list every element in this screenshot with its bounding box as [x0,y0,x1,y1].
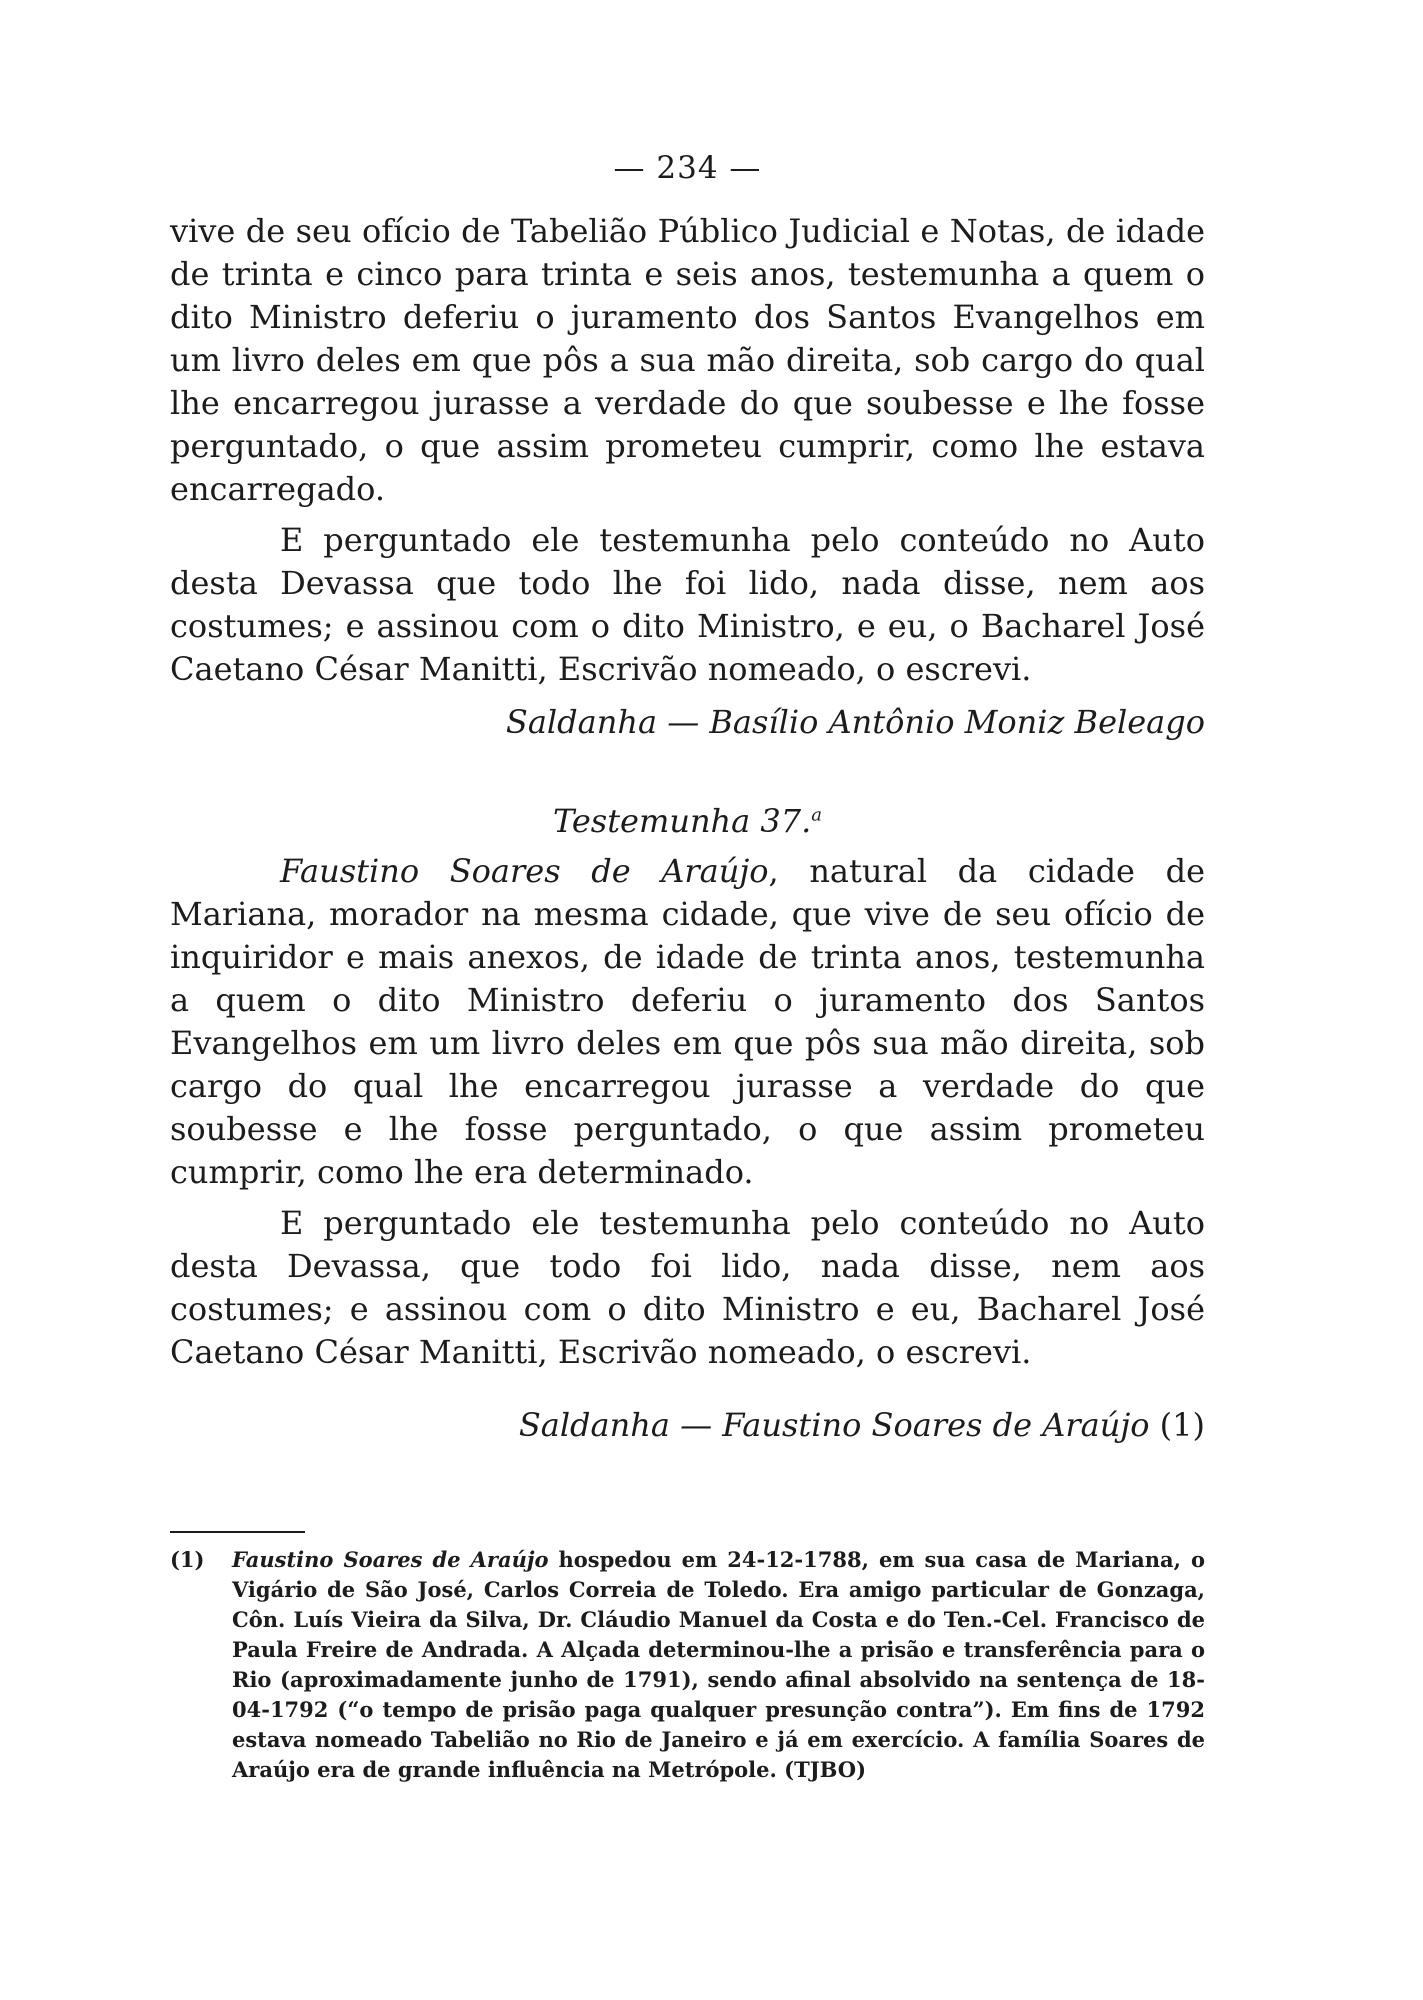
footnote [170,1545,1205,1785]
witness-heading-text: Testemunha 37. [552,802,812,840]
witness-name: Faustino Soares de Araújo [280,852,769,890]
footnote-name: Faustino Soares de Araújo [232,1547,549,1572]
footnote-divider [170,1531,305,1533]
signature-1: Saldanha — Basílio Antônio Moniz Beleago [505,703,1205,741]
paragraph-3-text: , natural da cidade de Mariana, morador na mesma cidade, que vive de seu ofício de inquiridor e mais anexos, de idade de trinta anos, testemunha a quem o dito Ministro deferiu o juramento dos Santos Evangelhos em um livro deles em que pôs sua mão direita, sob cargo do qual lhe encarregou jurasse a verdade do que soubesse e lhe fosse perguntado, o que assim prometeu cumprir, como lhe era determinado. [170,852,1206,1191]
document-page [170,150,1205,1785]
witness-heading-ordinal: a [811,804,823,826]
signature-2-text: Saldanha — Faustino Soares de Araújo [518,1406,1150,1444]
paragraph-1: vive de seu ofício de Tabelião Público Judicial e Notas, de idade de trinta e cinco para trinta e seis anos, testemunha a quem o dito Ministro deferiu o juramento dos Santos Evangelhos em um livro deles em que pôs a sua mão direita, sob cargo do qual lhe encarregou jurasse a verdade do que soubesse e lhe fosse perguntado, o que assim prometeu cumprir, como lhe estava encarregado. [170,212,1205,508]
paragraph-4: E perguntado ele testemunha pelo conteúdo no Auto desta Devassa, que todo foi lido, nada disse, nem aos costumes; e assinou com o dito Ministro e eu, Bacharel José Caetano César Manitti, Escrivão nomeado, o escrevi. [170,1204,1205,1371]
paragraph-2: E perguntado ele testemunha pelo conteúdo no Auto desta Devassa que todo lhe foi lido, nada disse, nem aos costumes; e assinou com o dito Ministro, e eu, o Bacharel José Caetano César Manitti, Escrivão nomeado, o escrevi. [170,521,1205,688]
witness-heading [170,802,1205,840]
page-number: — 234 — [613,150,762,186]
footnote-reference: (1) [1159,1406,1205,1444]
signature-2 [170,1404,1205,1447]
paragraph-3 [170,850,1205,1194]
footnote-text: hospedou em 24-12-1788, em sua casa de Mariana, o Vigário de São José, Carlos Correia de Toledo. Era amigo particular de Gonzaga, Côn. Luís Vieira da Silva, Dr. Cláudio Manuel da Costa e do Ten.-Cel. Francisco de Paula Freire de Andrada. A Alçada determinou-lhe a prisão e transferência para o Rio (aproximadamente junho de 1791), sendo afinal absolvido na sentença de 18-04-1792 (“o tempo de prisão paga qualquer presunção contra”). Em fins de 1792 estava nomeado Tabelião no Rio de Janeiro e já em exercício. A família Soares de Araújo era de grande influência na Metrópole. (TJBO) [232,1547,1205,1782]
footnote-marker: (1) [170,1547,205,1572]
